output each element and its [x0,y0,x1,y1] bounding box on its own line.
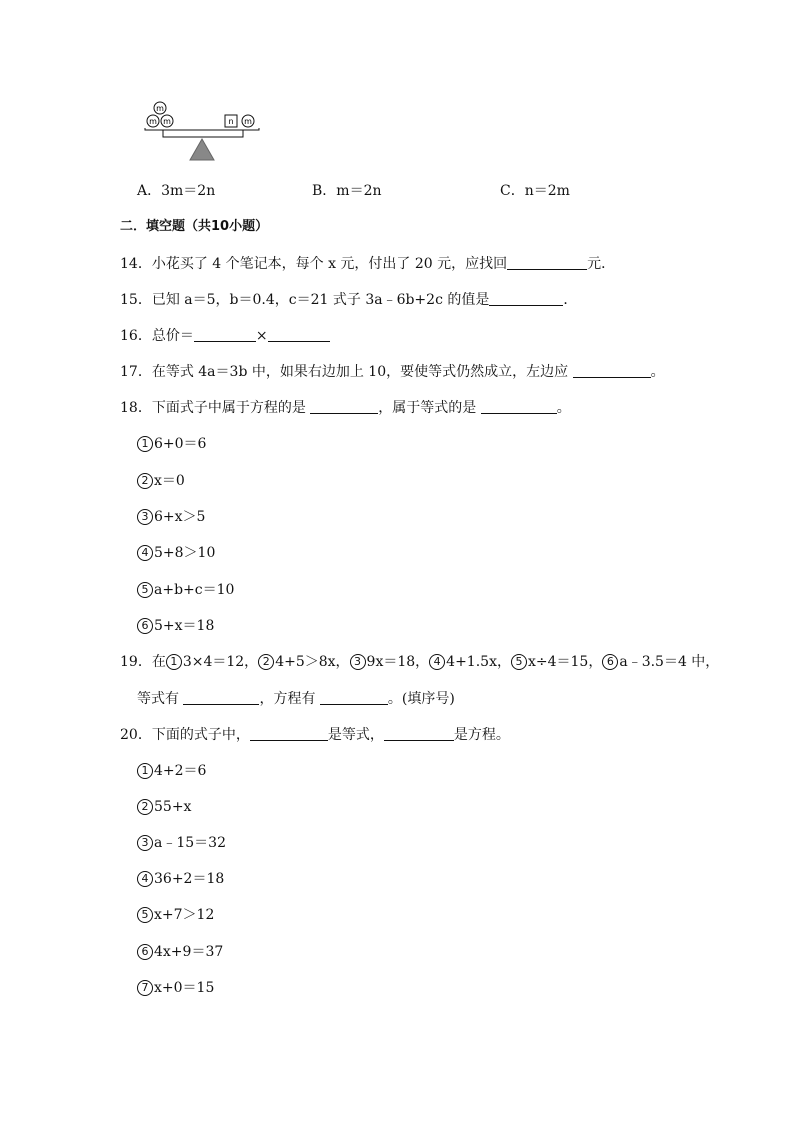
q20-item [137,978,214,998]
circled-number: 4 [137,871,153,887]
question-19-line-2 [137,689,455,709]
expression: x＝0 [154,473,185,489]
question-17 [120,362,665,382]
circled-number: 4 [137,545,153,561]
expression: x+0＝15 [154,980,215,996]
question-text: 已知 a＝5，b＝0.4，c＝21 式子 3a﹣6b+2c 的值是 [151,292,490,308]
circled-number: 2 [137,799,153,815]
question-number: 20． [120,727,152,743]
answer-blank[interactable] [250,726,328,741]
question-text: × [255,328,268,344]
q18-item [137,616,214,636]
q18-item [137,507,205,527]
question-number: 16． [120,328,152,344]
circled-number: 2 [137,473,153,489]
question-number: 14． [120,256,152,272]
answer-blank[interactable] [310,399,378,414]
expression: a﹣15＝32 [154,835,226,851]
weight-label: m [149,117,157,126]
option-letter: A． [137,183,162,199]
circled-number: 6 [137,618,153,634]
weight-label: n [228,117,234,126]
expression: 36+2＝18 [154,871,225,887]
q20-item [137,869,224,889]
question-text: 总价＝ [151,328,194,344]
answer-blank[interactable] [183,690,259,705]
expression: 5+x＝18 [154,618,215,634]
question-text: 小花买了 4 个笔记本，每个 x 元，付出了 20 元，应找回 [151,256,508,272]
expression: x÷4＝15， [527,654,603,670]
question-text: 等式有 [137,691,179,707]
answer-blank[interactable] [320,690,388,705]
option-text: m＝2n [336,183,382,199]
q20-item [137,761,206,781]
option-text: 3m＝2n [161,183,216,199]
question-text: 是方程。 [453,727,510,743]
option-letter: B． [312,183,337,199]
question-text: 下面的式子中， [151,727,250,743]
question-text: 元． [587,256,616,272]
q18-item [137,471,185,491]
answer-blank[interactable] [573,363,651,378]
beam [145,128,259,130]
q18-item [137,434,206,454]
circled-number: 1 [166,654,182,670]
answer-blank[interactable] [194,327,256,342]
q20-item [137,942,223,962]
question-text: 是等式， [327,727,384,743]
expression: 4+2＝6 [154,763,207,779]
circled-number: 3 [137,509,153,525]
answer-blank[interactable] [507,255,587,270]
fulcrum-triangle [190,139,214,160]
q18-item [137,543,215,563]
question-text: 在等式 4a＝3b 中，如果右边加上 10，要使等式仍然成立，左边应 [151,364,569,380]
circled-number: 1 [137,436,153,452]
q20-item [137,833,226,853]
expression: 55+x [154,799,192,815]
section-title: 二．填空题（共10小题） [120,219,269,234]
circled-number: 3 [137,835,153,851]
question-text: ． [563,292,578,308]
balance-scale-figure [143,100,263,164]
option-b[interactable] [312,180,382,200]
expression: x+7＞12 [154,907,215,923]
circled-number: 3 [350,654,366,670]
question-16 [120,326,330,346]
weight-label: m [244,117,252,126]
circled-number: 7 [137,980,153,996]
expression: 9x＝18， [366,654,430,670]
expression: 4x+9＝37 [154,944,224,960]
circled-number: 2 [258,654,274,670]
q20-item [137,905,214,925]
circled-number: 6 [137,944,153,960]
circled-number: 1 [137,763,153,779]
expression: 5+8＞10 [154,545,216,561]
answer-blank[interactable] [489,291,563,306]
expression: 4+1.5x， [446,654,511,670]
question-text: 。 [650,364,665,380]
expression: 6+0＝6 [154,436,207,452]
circled-number: 5 [511,654,527,670]
option-text: n＝2m [524,183,570,199]
question-number: 19． [120,654,152,670]
question-20 [120,725,510,745]
question-15 [120,290,577,310]
left-weights [147,102,173,127]
q20-item [137,797,191,817]
question-number: 15． [120,292,152,308]
circled-number: 4 [429,654,445,670]
answer-blank[interactable] [384,726,454,741]
circled-number: 6 [602,654,618,670]
question-number: 17． [120,364,152,380]
question-19 [120,652,719,672]
question-14 [120,254,615,274]
expression: a+b+c＝10 [154,582,235,598]
question-text: 在 [151,654,166,670]
answer-blank[interactable] [268,327,330,342]
question-text: 。 [556,400,571,416]
question-number: 18． [120,400,152,416]
question-text: ，方程有 [259,691,316,707]
beam-support [163,130,243,137]
option-c[interactable] [500,180,570,200]
weight-label: m [156,104,164,113]
question-text: 。(填序号) [387,691,455,707]
expression: 6+x＞5 [154,509,206,525]
question-18 [120,398,571,418]
answer-blank[interactable] [481,399,557,414]
expression: 3×4＝12， [182,654,259,670]
expression: 4+5＞8x， [275,654,350,670]
question-text: 下面式子中属于方程的是 [151,400,306,416]
option-a[interactable] [137,180,215,200]
expression: a﹣3.5＝4 中， [619,654,720,670]
circled-number: 5 [137,907,153,923]
circled-number: 5 [137,582,153,598]
weight-label: m [163,117,171,126]
option-letter: C． [500,183,525,199]
q18-item [137,580,234,600]
right-weights [225,115,254,127]
question-text: ，属于等式的是 [378,400,477,416]
